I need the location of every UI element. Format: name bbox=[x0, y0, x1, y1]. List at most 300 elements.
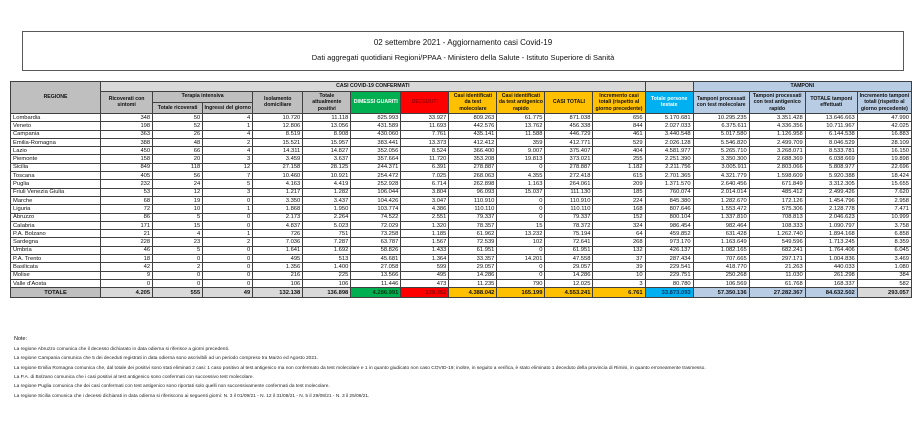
value-cell: 75.194 bbox=[545, 230, 593, 238]
value-cell: 0 bbox=[203, 213, 253, 221]
value-cell: 278.887 bbox=[449, 163, 497, 171]
value-cell: 14.827 bbox=[303, 147, 351, 155]
col-header-incremento-casi: Incremento casi totali (rispetto al giorno precedente) bbox=[593, 91, 645, 114]
note-line: La P.A. di Bolzano comunica che i casi positivi al test antigenico sono confermati con successivo test molecolare. bbox=[14, 375, 254, 381]
value-cell: 0 bbox=[153, 279, 203, 287]
region-name: Molise bbox=[11, 271, 101, 279]
value-cell: 4.286.991 bbox=[351, 288, 401, 298]
region-name: P.A. Trento bbox=[11, 255, 101, 263]
value-cell: 405 bbox=[101, 172, 153, 180]
value-cell: 555 bbox=[153, 288, 203, 298]
table-row bbox=[11, 138, 912, 146]
value-cell: 1.163 bbox=[497, 180, 545, 188]
value-cell: 5.546.820 bbox=[693, 138, 749, 146]
notes-section bbox=[14, 336, 910, 401]
value-cell: 844 bbox=[593, 122, 645, 130]
value-cell: 1 bbox=[203, 205, 253, 213]
value-cell: 2.014.014 bbox=[693, 188, 749, 196]
value-cell: 108.333 bbox=[749, 221, 805, 229]
value-cell: 5 bbox=[153, 246, 203, 254]
col-header-ingressi-giorno: Ingressi del giorno bbox=[203, 102, 253, 113]
value-cell: 165.199 bbox=[497, 288, 545, 298]
value-cell: 599 bbox=[401, 263, 449, 271]
value-cell: 431.589 bbox=[351, 122, 401, 130]
table-row bbox=[11, 130, 912, 138]
value-cell: 2.211.756 bbox=[645, 163, 693, 171]
value-cell: 72 bbox=[101, 205, 153, 213]
col-header-deceduti: DECEDUTI bbox=[401, 91, 449, 114]
value-cell: 473 bbox=[401, 279, 449, 287]
value-cell: 64 bbox=[593, 230, 645, 238]
value-cell: 3.350.300 bbox=[693, 155, 749, 163]
value-cell: 10.921 bbox=[303, 172, 351, 180]
value-cell: 3.005.911 bbox=[693, 163, 749, 171]
value-cell: 845.380 bbox=[645, 196, 693, 204]
value-cell: 459.852 bbox=[645, 230, 693, 238]
table-row bbox=[11, 172, 912, 180]
value-cell: 1.553.472 bbox=[693, 205, 749, 213]
value-cell: 6.391 bbox=[401, 163, 449, 171]
value-cell: 4.386 bbox=[401, 205, 449, 213]
region-name: Abruzzo bbox=[11, 213, 101, 221]
value-cell: 244.371 bbox=[351, 163, 401, 171]
notes-label: Note: bbox=[14, 336, 28, 342]
value-cell: 10.460 bbox=[253, 172, 303, 180]
region-name: Basilicata bbox=[11, 263, 101, 271]
value-cell: 2 bbox=[153, 263, 203, 271]
col-header-positivi: Totale attualmente positivi bbox=[303, 91, 351, 114]
value-cell: 15.655 bbox=[857, 180, 911, 188]
value-cell: 2.499.426 bbox=[805, 188, 857, 196]
region-name: Calabria bbox=[11, 221, 101, 229]
value-cell: 7 bbox=[203, 172, 253, 180]
value-cell: 52 bbox=[153, 122, 203, 130]
value-cell: 2.551 bbox=[401, 213, 449, 221]
value-cell: 14.286 bbox=[545, 271, 593, 279]
value-cell: 216 bbox=[253, 271, 303, 279]
value-cell: 132 bbox=[593, 246, 645, 254]
value-cell: 293.057 bbox=[857, 288, 911, 298]
value-cell: 10.295.235 bbox=[693, 114, 749, 122]
value-cell: 1.217 bbox=[253, 188, 303, 196]
value-cell: 8.533.781 bbox=[805, 147, 857, 155]
col-header-totale-ricoverati: Totale ricoverati bbox=[153, 102, 203, 113]
value-cell: 2.026.128 bbox=[645, 138, 693, 146]
region-name: Liguria bbox=[11, 205, 101, 213]
value-cell: 1.598.609 bbox=[749, 172, 805, 180]
value-cell: 7.287 bbox=[303, 238, 351, 246]
value-cell: 363 bbox=[101, 130, 153, 138]
value-cell: 4.321.779 bbox=[693, 172, 749, 180]
group-header-terapia-intensiva: Terapia intensiva bbox=[153, 91, 253, 102]
value-cell: 430.060 bbox=[351, 130, 401, 138]
value-cell: 495 bbox=[401, 271, 449, 279]
value-cell: 1.004.836 bbox=[805, 255, 857, 263]
value-cell: 4 bbox=[203, 130, 253, 138]
value-cell: 461 bbox=[593, 130, 645, 138]
value-cell: 1.894.168 bbox=[805, 230, 857, 238]
table-row bbox=[11, 114, 912, 122]
value-cell: 129.352 bbox=[401, 288, 449, 298]
value-cell: 0 bbox=[203, 196, 253, 204]
value-cell: 1.080 bbox=[857, 263, 911, 271]
value-cell: 14.311 bbox=[253, 147, 303, 155]
value-cell: 2.640.456 bbox=[693, 180, 749, 188]
value-cell: 58.826 bbox=[351, 246, 401, 254]
value-cell: 13.232 bbox=[497, 230, 545, 238]
value-cell: 6.761 bbox=[593, 288, 645, 298]
value-cell: 24 bbox=[153, 180, 203, 188]
region-name: Lazio bbox=[11, 147, 101, 155]
value-cell: 78.357 bbox=[449, 221, 497, 229]
table-row bbox=[11, 180, 912, 188]
table-row bbox=[11, 230, 912, 238]
value-cell: 575.306 bbox=[749, 205, 805, 213]
value-cell: 5 bbox=[153, 213, 203, 221]
value-cell: 102 bbox=[497, 238, 545, 246]
value-cell: 0 bbox=[497, 196, 545, 204]
value-cell: 7.761 bbox=[401, 130, 449, 138]
value-cell: 0 bbox=[203, 255, 253, 263]
value-cell: 615 bbox=[593, 172, 645, 180]
report-title: 02 settembre 2021 - Aggiornamento casi Covid-19 bbox=[373, 38, 553, 47]
value-cell: 4.837 bbox=[253, 221, 303, 229]
value-cell: 3 bbox=[203, 155, 253, 163]
value-cell: 110.910 bbox=[449, 196, 497, 204]
value-cell: 16.883 bbox=[857, 130, 911, 138]
value-cell: 250.268 bbox=[693, 271, 749, 279]
value-cell: 1.282.670 bbox=[693, 196, 749, 204]
value-cell: 61.951 bbox=[449, 246, 497, 254]
value-cell: 11.588 bbox=[497, 130, 545, 138]
value-cell: 20 bbox=[153, 155, 203, 163]
value-cell: 790 bbox=[497, 279, 545, 287]
value-cell: 442.576 bbox=[449, 122, 497, 130]
value-cell: 871.038 bbox=[545, 114, 593, 122]
value-cell: 1.163.649 bbox=[693, 238, 749, 246]
value-cell: 13.762 bbox=[497, 122, 545, 130]
value-cell: 418.770 bbox=[693, 263, 749, 271]
value-cell: 5.023 bbox=[303, 221, 351, 229]
value-cell: 549.596 bbox=[749, 238, 805, 246]
value-cell: 1.641 bbox=[253, 246, 303, 254]
value-cell: 110.110 bbox=[545, 205, 593, 213]
value-cell: 348 bbox=[101, 114, 153, 122]
table-row bbox=[11, 205, 912, 213]
value-cell: 63.787 bbox=[351, 238, 401, 246]
value-cell: 1.713.245 bbox=[805, 238, 857, 246]
value-cell: 1.356 bbox=[253, 263, 303, 271]
table-row bbox=[11, 122, 912, 130]
value-cell: 5 bbox=[203, 180, 253, 188]
value-cell: 268 bbox=[593, 238, 645, 246]
col-header-persone-testate: Totale persone testate bbox=[645, 91, 693, 114]
value-cell: 0 bbox=[203, 221, 253, 229]
value-cell: 353.208 bbox=[449, 155, 497, 163]
value-cell: 1.454.796 bbox=[805, 196, 857, 204]
value-cell: 412.412 bbox=[449, 138, 497, 146]
value-cell: 72.029 bbox=[351, 221, 401, 229]
value-cell: 3.047 bbox=[401, 196, 449, 204]
value-cell: 3 bbox=[593, 279, 645, 287]
value-cell: 287.434 bbox=[645, 255, 693, 263]
value-cell: 7.036 bbox=[253, 238, 303, 246]
value-cell: 106.569 bbox=[693, 279, 749, 287]
value-cell: 272.418 bbox=[545, 172, 593, 180]
value-cell: 8.524 bbox=[401, 147, 449, 155]
value-cell: 0 bbox=[153, 271, 203, 279]
value-cell: 0 bbox=[497, 205, 545, 213]
value-cell: 3.268.071 bbox=[749, 147, 805, 155]
value-cell: 760.074 bbox=[645, 188, 693, 196]
value-cell: 103.774 bbox=[351, 205, 401, 213]
value-cell: 375.407 bbox=[545, 147, 593, 155]
value-cell: 172.126 bbox=[749, 196, 805, 204]
value-cell: 0 bbox=[497, 271, 545, 279]
region-name: Friuli Venezia Giulia bbox=[11, 188, 101, 196]
value-cell: 110.910 bbox=[545, 196, 593, 204]
table-total-body bbox=[11, 288, 912, 298]
table-row bbox=[11, 246, 912, 254]
value-cell: 11.720 bbox=[401, 155, 449, 163]
value-cell: 68 bbox=[101, 196, 153, 204]
col-header-isolamento: Isolamento domiciliare bbox=[253, 91, 303, 114]
region-name: Emilia-Romagna bbox=[11, 138, 101, 146]
region-name: Umbria bbox=[11, 246, 101, 254]
value-cell: 106 bbox=[253, 279, 303, 287]
value-cell: 111.130 bbox=[545, 188, 593, 196]
region-name: Piemonte bbox=[11, 155, 101, 163]
table-row bbox=[11, 221, 912, 229]
value-cell: 0 bbox=[497, 213, 545, 221]
value-cell: 209 bbox=[593, 180, 645, 188]
value-cell: 384 bbox=[857, 271, 911, 279]
value-cell: 185 bbox=[593, 188, 645, 196]
value-cell: 106 bbox=[303, 279, 351, 287]
value-cell: 23 bbox=[153, 238, 203, 246]
value-cell: 12.806 bbox=[253, 122, 303, 130]
value-cell: 1.337.810 bbox=[693, 213, 749, 221]
value-cell: 49 bbox=[203, 288, 253, 298]
note-line: La regione Emilia Romagna comunica che, dal totale dei positivi sono stati eliminati 2 casi: 1 caso positivo al test antigenico ma non confermato da test molecolare e 1 in quanto giudicato non caso COVID-19; inoltre, in seguito a verifica, è stato eliminato 1 deceduto della provincia di Rimini, in quanto erroneamente trasmesso. bbox=[14, 365, 706, 371]
value-cell: 1.433 bbox=[401, 246, 449, 254]
value-cell: 46 bbox=[101, 246, 153, 254]
value-cell: 5.808.977 bbox=[805, 163, 857, 171]
value-cell: 168 bbox=[593, 205, 645, 213]
value-cell: 72.539 bbox=[449, 238, 497, 246]
value-cell: 7.025 bbox=[401, 172, 449, 180]
value-cell: 6.858 bbox=[857, 230, 911, 238]
value-cell: 47.990 bbox=[857, 114, 911, 122]
value-cell: 50 bbox=[153, 114, 203, 122]
value-cell: 136.898 bbox=[303, 288, 351, 298]
value-cell: 2 bbox=[203, 138, 253, 146]
value-cell: 440.033 bbox=[805, 263, 857, 271]
value-cell: 388 bbox=[101, 138, 153, 146]
group-header-casi: CASI COVID-19 CONFERMATI bbox=[101, 82, 646, 92]
value-cell: 0 bbox=[497, 246, 545, 254]
value-cell: 39 bbox=[593, 263, 645, 271]
value-cell: 12.025 bbox=[545, 279, 593, 287]
value-cell: 5.265.710 bbox=[693, 147, 749, 155]
value-cell: 1.090.797 bbox=[805, 221, 857, 229]
value-cell: 4 bbox=[203, 114, 253, 122]
col-header-dimessi-guariti: DIMESSI GUARITI bbox=[351, 91, 401, 114]
table-row bbox=[11, 263, 912, 271]
value-cell: 33.873.093 bbox=[645, 288, 693, 298]
value-cell: 225 bbox=[303, 271, 351, 279]
value-cell: 973.170 bbox=[645, 238, 693, 246]
value-cell: 7.620 bbox=[857, 188, 911, 196]
value-cell: 2.251.390 bbox=[645, 155, 693, 163]
value-cell: 228 bbox=[101, 238, 153, 246]
value-cell: 229.751 bbox=[645, 271, 693, 279]
value-cell: 1.126.958 bbox=[749, 130, 805, 138]
value-cell: 986.454 bbox=[645, 221, 693, 229]
value-cell: 435.141 bbox=[449, 130, 497, 138]
table-row bbox=[11, 196, 912, 204]
value-cell: 708.813 bbox=[749, 213, 805, 221]
value-cell: 2.688.369 bbox=[749, 155, 805, 163]
col-header-totale-tamponi: TOTALE tamponi effettuati bbox=[805, 91, 857, 114]
region-name: Valle d'Aosta bbox=[11, 279, 101, 287]
value-cell: 2.173 bbox=[253, 213, 303, 221]
value-cell: 6.045 bbox=[857, 246, 911, 254]
value-cell: 229.541 bbox=[645, 263, 693, 271]
value-cell: 751 bbox=[303, 230, 351, 238]
value-cell: 13.373 bbox=[401, 138, 449, 146]
note-line: La regione Campania comunica che 5 dei deceduti registrati in data odierna sono ascrivibili ad un periodo compreso tra Marzo ed Agosto 2021. bbox=[14, 356, 318, 362]
value-cell: 74.522 bbox=[351, 213, 401, 221]
value-cell: 42 bbox=[101, 263, 153, 271]
value-cell: 513 bbox=[303, 255, 351, 263]
value-cell: 84.632.502 bbox=[805, 288, 857, 298]
value-cell: 61.775 bbox=[497, 114, 545, 122]
value-cell: 2.499.709 bbox=[749, 138, 805, 146]
value-cell: 1.950 bbox=[303, 205, 351, 213]
value-cell: 1.182 bbox=[593, 163, 645, 171]
table-body bbox=[11, 114, 912, 288]
value-cell: 11.446 bbox=[351, 279, 401, 287]
value-cell: 96.093 bbox=[449, 188, 497, 196]
value-cell: 10.711.967 bbox=[805, 122, 857, 130]
value-cell: 1.567 bbox=[401, 238, 449, 246]
value-cell: 6.375.611 bbox=[693, 122, 749, 130]
total-label: TOTALE bbox=[11, 288, 101, 298]
value-cell: 1.282 bbox=[303, 188, 351, 196]
value-cell: 19.898 bbox=[857, 155, 911, 163]
col-header-ricoverati: Ricoverati con sintomi bbox=[101, 91, 153, 114]
value-cell: 254.472 bbox=[351, 172, 401, 180]
value-cell: 4.419 bbox=[303, 180, 351, 188]
value-cell: 171 bbox=[101, 221, 153, 229]
value-cell: 357.664 bbox=[351, 155, 401, 163]
value-cell: 671.849 bbox=[749, 180, 805, 188]
value-cell: 18.424 bbox=[857, 172, 911, 180]
value-cell: 79.337 bbox=[545, 213, 593, 221]
value-cell: 29.057 bbox=[449, 263, 497, 271]
value-cell: 4.581.977 bbox=[645, 147, 693, 155]
value-cell: 3.637 bbox=[303, 155, 351, 163]
value-cell: 5.170.681 bbox=[645, 114, 693, 122]
report-title-box bbox=[22, 31, 904, 71]
value-cell: 110.110 bbox=[449, 205, 497, 213]
value-cell: 726 bbox=[253, 230, 303, 238]
value-cell: 252.928 bbox=[351, 180, 401, 188]
table-row bbox=[11, 255, 912, 263]
value-cell: 9 bbox=[101, 271, 153, 279]
total-row bbox=[11, 288, 912, 298]
table-row bbox=[11, 188, 912, 196]
value-cell: 42.025 bbox=[857, 122, 911, 130]
value-cell: 4.388.042 bbox=[449, 288, 497, 298]
value-cell: 22.696 bbox=[857, 163, 911, 171]
value-cell: 21 bbox=[101, 230, 153, 238]
value-cell: 3.351.428 bbox=[749, 114, 805, 122]
value-cell: 224 bbox=[593, 196, 645, 204]
value-cell: 2.128.778 bbox=[805, 205, 857, 213]
value-cell: 2.803.066 bbox=[749, 163, 805, 171]
table-row bbox=[11, 213, 912, 221]
value-cell: 16.150 bbox=[857, 147, 911, 155]
col-header-casi-antigenico: Casi identificati da test antigenico rapido bbox=[498, 92, 543, 112]
value-cell: 8.908 bbox=[303, 130, 351, 138]
value-cell: 152 bbox=[593, 213, 645, 221]
value-cell: 13.566 bbox=[351, 271, 401, 279]
value-cell: 232 bbox=[101, 180, 153, 188]
col-header-tamponi-antigenico: Tamponi processati con test antigenico rapido bbox=[749, 91, 805, 114]
value-cell: 4.205 bbox=[101, 288, 153, 298]
value-cell: 0 bbox=[203, 279, 253, 287]
value-cell: 1 bbox=[203, 230, 253, 238]
value-cell: 80.780 bbox=[645, 279, 693, 287]
value-cell: 297.171 bbox=[749, 255, 805, 263]
value-cell: 4.355 bbox=[497, 172, 545, 180]
value-cell: 73.258 bbox=[351, 230, 401, 238]
value-cell: 8.519 bbox=[253, 130, 303, 138]
value-cell: 383.441 bbox=[351, 138, 401, 146]
value-cell: 15 bbox=[497, 221, 545, 229]
value-cell: 198 bbox=[101, 122, 153, 130]
region-name: Toscana bbox=[11, 172, 101, 180]
value-cell: 61.768 bbox=[749, 279, 805, 287]
value-cell: 707.665 bbox=[693, 255, 749, 263]
value-cell: 13.056 bbox=[303, 122, 351, 130]
region-name: Marche bbox=[11, 196, 101, 204]
value-cell: 158 bbox=[101, 155, 153, 163]
value-cell: 33.357 bbox=[449, 255, 497, 263]
value-cell: 168.337 bbox=[805, 279, 857, 287]
value-cell: 2.264 bbox=[303, 213, 351, 221]
value-cell: 104.426 bbox=[351, 196, 401, 204]
value-cell: 78.372 bbox=[545, 221, 593, 229]
table-row bbox=[11, 147, 912, 155]
value-cell: 1.364 bbox=[401, 255, 449, 263]
value-cell: 33.927 bbox=[401, 114, 449, 122]
value-cell: 27.282.367 bbox=[749, 288, 805, 298]
note-line: La regione Abruzzo comunica che il decesso dichiarato in data odierna si riferisce a giorni precedenti. bbox=[14, 347, 230, 352]
value-cell: 61.962 bbox=[449, 230, 497, 238]
value-cell: 72.641 bbox=[545, 238, 593, 246]
region-name: P.A. Bolzano bbox=[11, 230, 101, 238]
value-cell: 26 bbox=[153, 130, 203, 138]
value-cell: 106.044 bbox=[351, 188, 401, 196]
value-cell: 366.400 bbox=[449, 147, 497, 155]
value-cell: 66 bbox=[153, 147, 203, 155]
value-cell: 0 bbox=[497, 163, 545, 171]
value-cell: 450 bbox=[101, 147, 153, 155]
value-cell: 4.336.356 bbox=[749, 122, 805, 130]
